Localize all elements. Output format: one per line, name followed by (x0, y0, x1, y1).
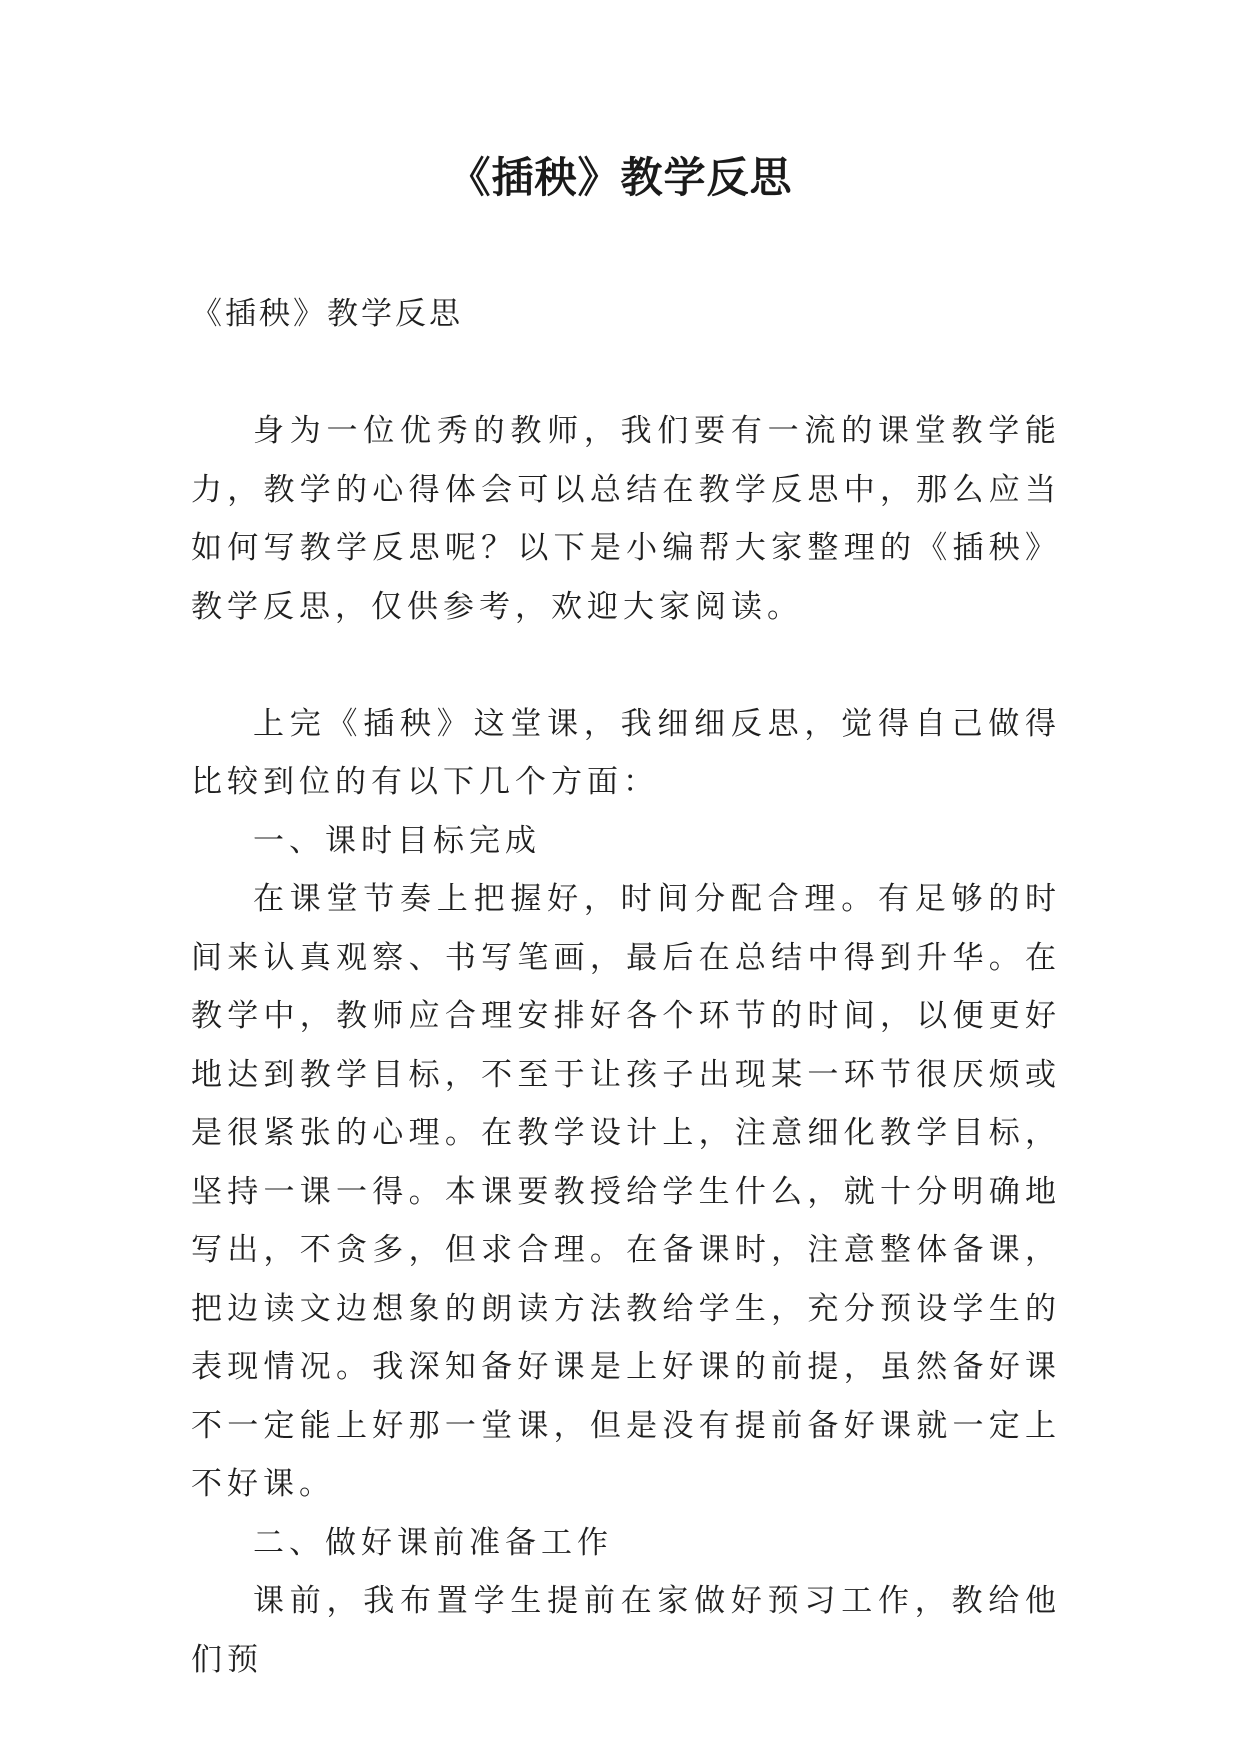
section-heading-1: 一、课时目标完成 (253, 822, 541, 859)
overview-paragraph: 上完《插秧》这堂课，我细细反思，觉得自己做得比较到位的有以下几个方面： (191, 705, 1061, 800)
section-heading-2: 二、做好课前准备工作 (253, 1524, 613, 1561)
document-body (191, 285, 1061, 1689)
document-subtitle: 《插秧》教学反思 (191, 296, 463, 332)
section-body-1: 在课堂节奏上把握好，时间分配合理。有足够的时间来认真观察、书写笔画，最后在总结中得到升华。在教学中，教师应合理安排好各个环节的时间，以便更好地达到教学目标，不至于让孩子出现某一环节很厌烦或是很紧张的心理。在教学设计上，注意细化教学目标，坚持一课一得。本课要教授给学生什么，就十分明确地写出，不贪多，但求合理。在备课时，注意整体备课，把边读文边想象的朗读方法教给学生，充分预设学生的表现情况。我深知备好课是上好课的前提，虽然备好课不一定能上好那一堂课，但是没有提前备好课就一定上不好课。 (191, 881, 1061, 1502)
document-title: 《插秧》教学反思 (448, 153, 793, 202)
section-body-2: 课前，我布置学生提前在家做好预习工作，教给他们预 (191, 1583, 1061, 1678)
intro-paragraph: 身为一位优秀的教师，我们要有一流的课堂教学能力，教学的心得体会可以总结在教学反思中，那么应当如何写教学反思呢？以下是小编帮大家整理的《插秧》教学反思，仅供参考，欢迎大家阅读。 (191, 413, 1061, 625)
